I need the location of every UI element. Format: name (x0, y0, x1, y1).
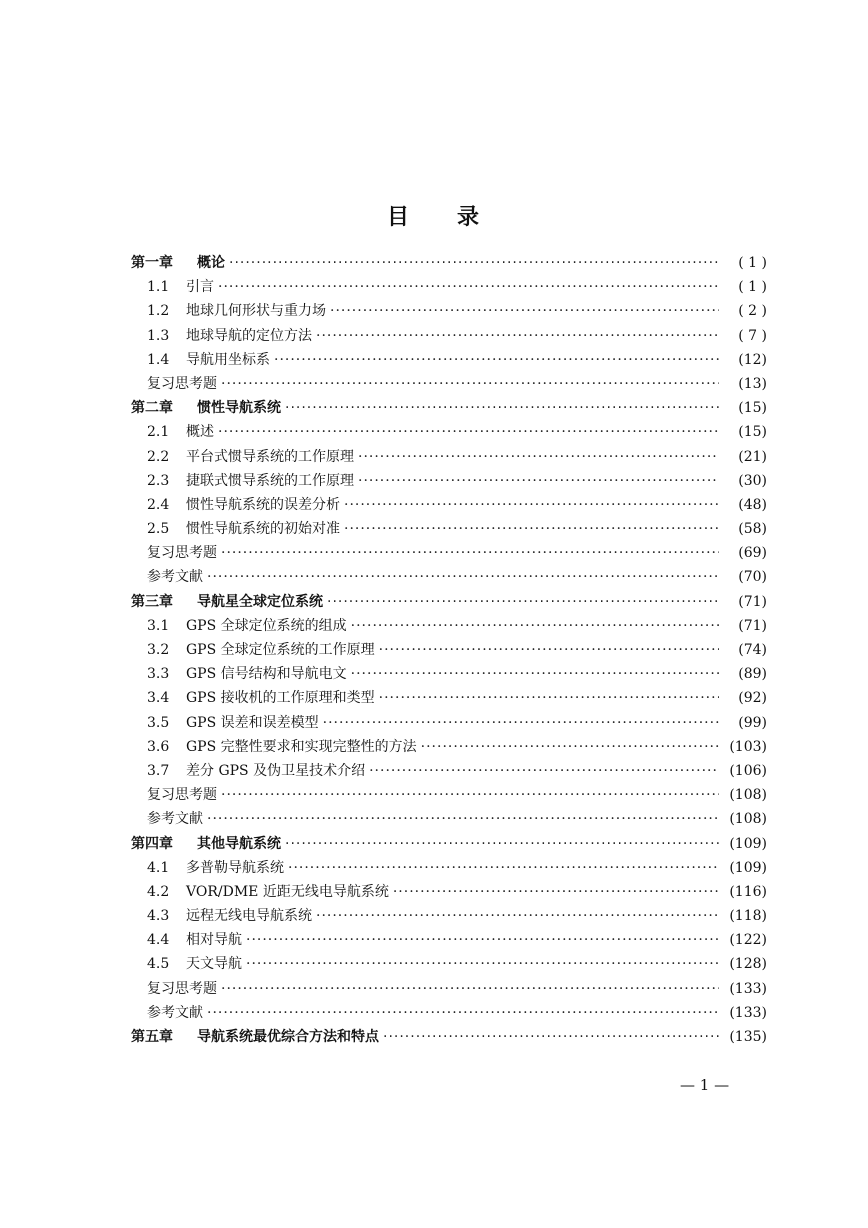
toc-entry-label: 其他导航系统 (197, 835, 281, 852)
toc-entry[interactable] (131, 252, 767, 276)
toc-entry-number: 3.1 (147, 617, 170, 634)
toc-entry[interactable] (131, 276, 767, 300)
table-of-contents (131, 252, 767, 1050)
toc-entry-number: 1.4 (147, 351, 170, 368)
toc-entry-number: 第五章 (131, 1029, 173, 1045)
toc-entry-page: (92) (738, 690, 767, 707)
toc-entry[interactable] (131, 591, 767, 615)
toc-entry-label: 导航系统最优综合方法和特点 (197, 1029, 379, 1045)
toc-entry-page: (133) (729, 980, 767, 997)
toc-entry-page: (99) (738, 714, 767, 731)
toc-entry-label: 天文导航 (186, 956, 242, 973)
toc-entry-label: 捷联式惯导系统的工作原理 (186, 472, 354, 489)
title-right-char: 录 (457, 205, 482, 230)
toc-entry-page: (48) (738, 496, 767, 513)
toc-entry-page: (71) (738, 617, 767, 634)
toc-entry[interactable] (131, 615, 767, 639)
toc-entry[interactable] (131, 325, 767, 349)
toc-entry-page: (89) (738, 666, 767, 683)
toc-entry[interactable] (131, 663, 767, 687)
toc-entry-label: 概述 (186, 424, 214, 441)
toc-entry-label: 复习思考题 (147, 375, 217, 392)
toc-entry-page: (135) (729, 1029, 767, 1045)
toc-entry-page: (116) (729, 883, 767, 900)
dot-leader (274, 352, 719, 368)
dot-leader (285, 400, 719, 416)
toc-entry-number: 4.1 (147, 859, 170, 876)
toc-entry-number: 2.3 (147, 472, 170, 489)
dot-leader (218, 279, 719, 295)
dot-leader (207, 811, 719, 827)
toc-entry-number: 2.2 (147, 448, 170, 465)
toc-entry-number: 第二章 (131, 400, 173, 417)
toc-entry-label: 多普勒导航系统 (186, 859, 284, 876)
dot-leader (246, 956, 719, 972)
toc-entry-label: 参考文献 (147, 811, 203, 828)
toc-entry-page: (106) (729, 762, 767, 779)
toc-entry[interactable] (131, 421, 767, 445)
toc-entry-page: (109) (729, 835, 767, 852)
toc-entry-label: 复习思考题 (147, 980, 217, 997)
toc-entry[interactable] (131, 470, 767, 494)
toc-entry-label: GPS 误差和误差模型 (186, 714, 319, 731)
toc-entry-page: (128) (729, 956, 767, 973)
dot-leader (344, 497, 719, 513)
dot-leader (379, 690, 719, 706)
dot-leader (207, 1005, 719, 1021)
toc-entry[interactable] (131, 542, 767, 566)
dot-leader (221, 545, 719, 561)
toc-entry-number: 第四章 (131, 835, 173, 852)
toc-entry[interactable] (131, 857, 767, 881)
dot-leader (221, 981, 719, 997)
toc-entry-page: (21) (738, 448, 767, 465)
toc-entry-number: 第三章 (131, 593, 173, 610)
toc-entry[interactable] (131, 446, 767, 470)
dot-leader (316, 908, 719, 924)
toc-entry[interactable] (131, 712, 767, 736)
toc-entry-number: 4.3 (147, 908, 170, 925)
toc-entry[interactable] (131, 494, 767, 518)
toc-entry[interactable] (131, 1026, 767, 1050)
toc-entry-label: 复习思考题 (147, 545, 217, 562)
dot-leader (351, 666, 719, 682)
toc-entry-number: 1.2 (147, 303, 170, 320)
dot-leader (344, 521, 719, 537)
toc-entry[interactable] (131, 881, 767, 905)
toc-entry-label: GPS 全球定位系统的组成 (186, 617, 347, 634)
toc-entry[interactable] (131, 566, 767, 590)
dot-leader (351, 618, 719, 634)
toc-entry-page: (13) (738, 375, 767, 392)
dot-leader (323, 715, 719, 731)
toc-entry-number: 3.5 (147, 714, 170, 731)
toc-entry-label: 参考文献 (147, 1004, 203, 1021)
title-left-char: 目 (386, 205, 411, 230)
dot-leader (316, 328, 719, 344)
dot-leader (327, 594, 719, 610)
toc-entry-page: ( 2 ) (738, 303, 767, 320)
dot-leader (246, 932, 719, 948)
toc-entry-page: (58) (738, 521, 767, 538)
dot-leader (358, 449, 719, 465)
toc-entry-label: 概论 (197, 255, 225, 271)
toc-entry[interactable] (131, 905, 767, 929)
dot-leader (330, 303, 719, 319)
toc-entry-number: 4.4 (147, 932, 170, 949)
toc-entry-label: 远程无线电导航系统 (186, 908, 312, 925)
toc-entry[interactable] (131, 833, 767, 857)
dot-leader (221, 376, 719, 392)
toc-entry-page: (74) (738, 642, 767, 658)
toc-entry-label: 导航星全球定位系统 (197, 593, 323, 610)
toc-entry-page: (133) (729, 1004, 767, 1021)
toc-entry[interactable] (131, 373, 767, 397)
dot-leader (285, 836, 719, 852)
dot-leader (207, 569, 719, 585)
toc-entry[interactable] (131, 784, 767, 808)
page-number: — 1 — (680, 1076, 730, 1094)
toc-entry[interactable] (131, 687, 767, 711)
dot-leader (229, 255, 719, 271)
toc-entry-page: (12) (738, 351, 767, 368)
toc-entry-number: 1.1 (147, 279, 170, 296)
toc-entry[interactable] (131, 639, 767, 663)
toc-entry[interactable] (131, 978, 767, 1002)
toc-entry-label: 惯性导航系统 (197, 400, 281, 417)
toc-entry-number: 2.5 (147, 521, 170, 538)
toc-entry-page: (118) (729, 908, 767, 925)
toc-entry-label: 地球几何形状与重力场 (186, 303, 326, 320)
toc-entry-number: 4.2 (147, 883, 170, 900)
dot-leader (393, 884, 719, 900)
toc-entry[interactable] (131, 808, 767, 832)
dot-leader (218, 424, 719, 440)
toc-entry-number: 3.7 (147, 762, 170, 779)
toc-entry[interactable] (131, 736, 767, 760)
toc-entry-number: 2.4 (147, 496, 170, 513)
toc-entry[interactable] (131, 397, 767, 421)
toc-entry-number: 4.5 (147, 956, 170, 973)
toc-entry-label: 差分 GPS 及伪卫星技术介绍 (186, 762, 366, 779)
toc-entry[interactable] (131, 929, 767, 953)
dot-leader (379, 642, 719, 658)
toc-entry-page: (103) (729, 738, 767, 755)
toc-entry-label: 相对导航 (186, 932, 242, 949)
toc-entry-label: 惯性导航系统的误差分析 (186, 496, 340, 513)
toc-entry-page: ( 1 ) (738, 255, 767, 271)
toc-entry-page: (71) (738, 593, 767, 610)
toc-entry-number: 2.1 (147, 424, 170, 441)
toc-entry-page: (69) (738, 545, 767, 562)
toc-entry-number: 3.6 (147, 738, 170, 755)
dot-leader (369, 763, 719, 779)
toc-entry[interactable] (131, 349, 767, 373)
toc-entry[interactable] (131, 518, 767, 542)
toc-entry[interactable] (131, 760, 767, 784)
toc-entry-label: 参考文献 (147, 569, 203, 586)
toc-entry[interactable] (131, 953, 767, 977)
toc-entry-number: 3.2 (147, 642, 170, 658)
toc-entry-page: (108) (729, 787, 767, 804)
toc-entry-label: GPS 完整性要求和实现完整性的方法 (186, 738, 417, 755)
toc-entry-page: (108) (729, 811, 767, 828)
toc-entry-label: VOR/DME 近距无线电导航系统 (186, 883, 389, 900)
dot-leader (421, 739, 719, 755)
toc-entry-page: (15) (738, 400, 767, 417)
toc-entry-page: (70) (738, 569, 767, 586)
toc-entry[interactable] (131, 300, 767, 324)
toc-entry-number: 第一章 (131, 255, 173, 271)
toc-entry-label: 惯性导航系统的初始对准 (186, 521, 340, 538)
dot-leader (383, 1029, 719, 1045)
toc-entry-label: GPS 信号结构和导航电文 (186, 666, 347, 683)
toc-entry-label: 地球导航的定位方法 (186, 327, 312, 344)
toc-entry-label: 平台式惯导系统的工作原理 (186, 448, 354, 465)
toc-entry[interactable] (131, 1002, 767, 1026)
toc-entry-label: 导航用坐标系 (186, 351, 270, 368)
toc-entry-page: (109) (729, 859, 767, 876)
toc-entry-number: 3.3 (147, 666, 170, 683)
toc-entry-page: (122) (729, 932, 767, 949)
toc-entry-number: 3.4 (147, 690, 170, 707)
toc-entry-page: ( 7 ) (738, 327, 767, 344)
toc-entry-label: 复习思考题 (147, 787, 217, 804)
toc-entry-label: GPS 全球定位系统的工作原理 (186, 642, 375, 658)
dot-leader (358, 473, 719, 489)
dot-leader (221, 787, 719, 803)
page-title (0, 200, 868, 231)
toc-entry-label: 引言 (186, 279, 214, 296)
toc-entry-number: 1.3 (147, 327, 170, 344)
toc-entry-label: GPS 接收机的工作原理和类型 (186, 690, 375, 707)
toc-entry-page: ( 1 ) (738, 279, 767, 296)
toc-entry-page: (30) (738, 472, 767, 489)
dot-leader (288, 860, 719, 876)
toc-entry-page: (15) (738, 424, 767, 441)
